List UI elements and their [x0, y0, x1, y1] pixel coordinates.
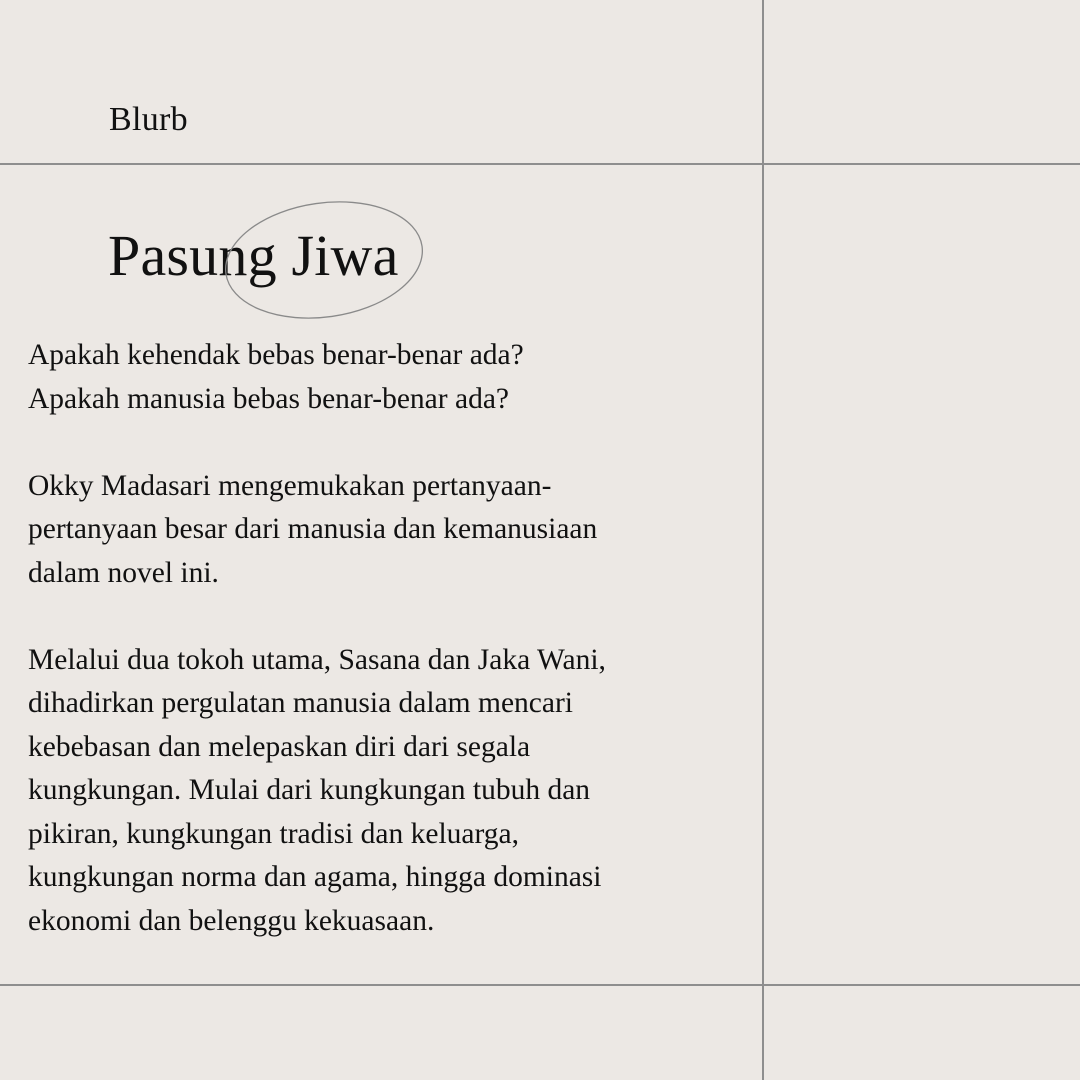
- book-title: Pasung Jiwa: [108, 223, 399, 288]
- paragraph-synopsis: [28, 639, 748, 944]
- text-line: Apakah manusia bebas benar-benar ada?: [28, 382, 510, 415]
- text-line: Apakah kehendak bebas benar-benar ada?: [28, 339, 524, 371]
- blurb-body: [28, 334, 748, 987]
- section-label: Blurb: [109, 101, 188, 138]
- text-line: dihadirkan pergulatan manusia dalam mencari: [28, 687, 574, 719]
- paragraph-author: [28, 465, 748, 596]
- text-line: dalam novel ini.: [28, 556, 219, 589]
- top-divider-line: [0, 163, 1080, 165]
- text-line: Melalui dua tokoh utama, Sasana dan Jaka Wani,: [28, 643, 606, 676]
- title-block: [108, 220, 508, 300]
- vertical-divider-line: [762, 0, 764, 1080]
- text-line: kebebasan dan melepaskan diri dari segala: [28, 730, 531, 763]
- text-line: pertanyaan besar dari manusia dan kemanusiaan: [28, 513, 598, 545]
- title-oval-decoration: [221, 198, 427, 322]
- text-line: ekonomi dan belenggu kekuasaan.: [28, 904, 435, 937]
- text-line: pikiran, kungkungan tradisi dan keluarga,: [28, 817, 519, 850]
- text-line: Okky Madasari mengemukakan pertanyaan-: [28, 469, 552, 502]
- text-line: kungkungan. Mulai dari kungkungan tubuh dan: [28, 774, 591, 806]
- paragraph-questions: [28, 334, 748, 421]
- text-line: kungkungan norma dan agama, hingga dominasi: [28, 861, 602, 893]
